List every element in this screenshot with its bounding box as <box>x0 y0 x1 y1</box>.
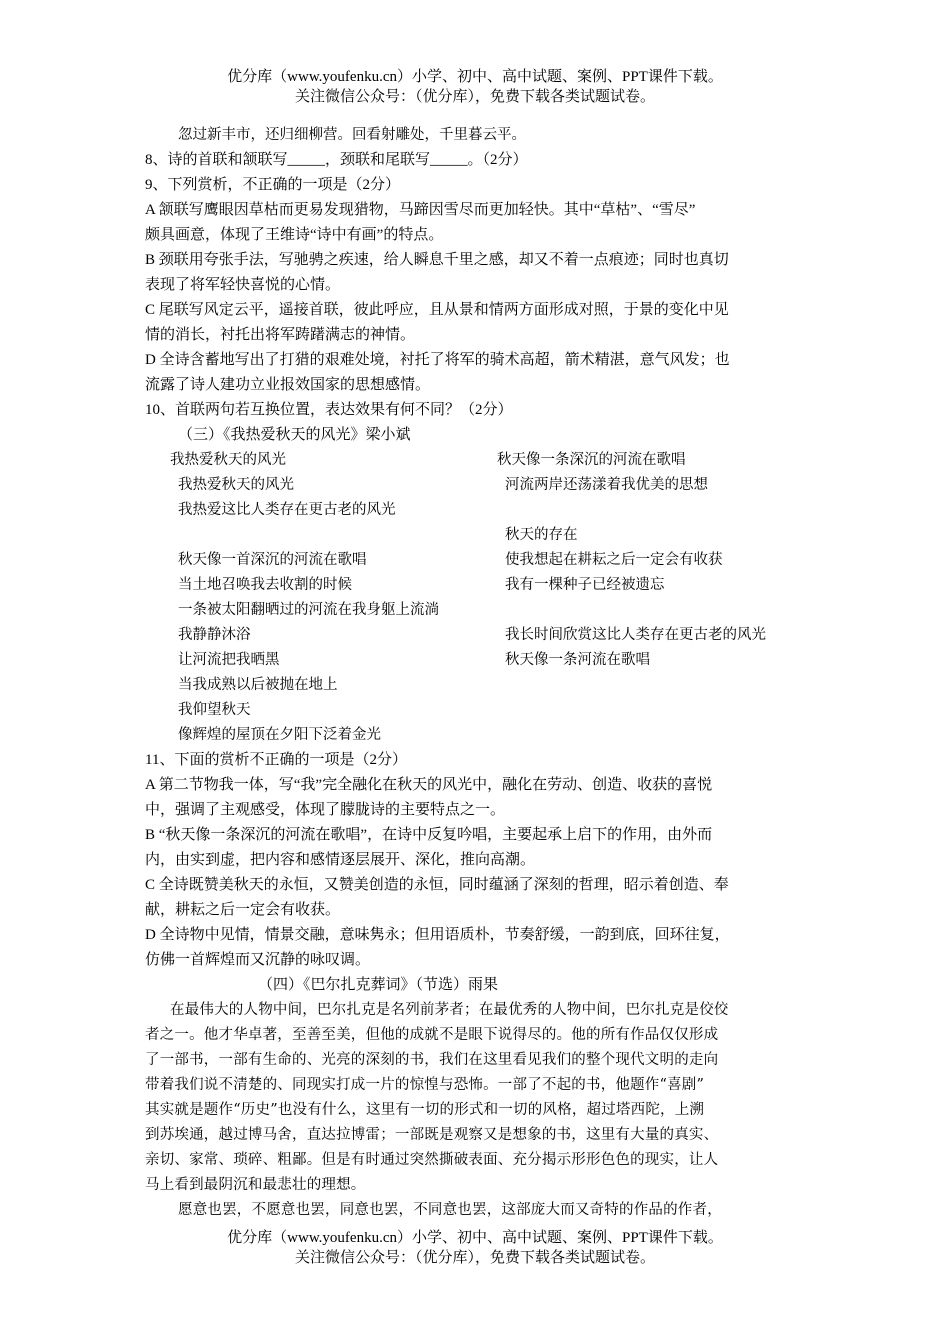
prose-line-1: 在最伟大的人物中间，巴尔扎克是名列前茅者；在最优秀的人物中间，巴尔扎克是佼佼 <box>170 1002 729 1018</box>
q11-option-c-line-1: C 全诗既赞美秋天的永恒，又赞美创造的永恒，同时蕴涵了深刻的哲理，昭示着创造、奉 <box>145 877 729 893</box>
prose-line-7: 亲切、家常、琐碎、粗鄙。但是有时通过突然撕破表面、充分揭示形形色色的现实，让人 <box>145 1152 719 1168</box>
poem-left-line-6: 一条被太阳翻晒过的河流在我身躯上流淌 <box>178 602 439 618</box>
q9-option-c-line-2: 情的消长，衬托出将军踌躇满志的神情。 <box>145 327 416 343</box>
footer-line-2: 关注微信公众号：（优分库），免费下载各类试题试卷。 <box>294 1250 655 1266</box>
prose-line-6: 到苏埃通，越过博马舍，直达拉博雷；一部既是观察又是想象的书，这里有大量的真实、 <box>145 1127 719 1143</box>
poem-right-line-1: 秋天像一条深沉的河流在歌唱 <box>497 452 686 468</box>
footer-line-1: 优分库（www.youfenku.cn）小学、初中、高中试题、案例、PPT课件下载。 <box>227 1230 723 1246</box>
poem-left-line-3: 我热爱这比人类存在更古老的风光 <box>178 502 396 518</box>
poem-right-line-2: 河流两岸还荡漾着我优美的思想 <box>505 477 708 493</box>
q11-option-c-line-2: 献，耕耘之后一定会有收获。 <box>145 902 341 918</box>
prose-line-9: 愿意也罢，不愿意也罢，同意也罢，不同意也罢，这部庞大而又奇特的作品的作者， <box>178 1202 722 1218</box>
q9-option-c-line-1: C 尾联写风定云平，遥接首联，彼此呼应，且从景和情两方面形成对照，于景的变化中见 <box>145 302 729 318</box>
poem-left-line-5: 当土地召唤我去收割的时候 <box>178 577 352 593</box>
page-footer <box>0 1228 950 1268</box>
prose-line-5: 其实就是题作“历史”也没有什么，这里有一切的形式和一切的风格，超过塔西陀，上溯 <box>145 1102 705 1118</box>
poem-tail-line: 忽过新丰市，还归细柳营。回看射雕处，千里暮云平。 <box>178 127 526 143</box>
prose-line-8: 马上看到最阴沉和最悲壮的理想。 <box>145 1177 366 1193</box>
prose-line-4: 带着我们说不清楚的、同现实打成一片的惊惶与恐怖。一部了不起的书，他题作“喜剧” <box>145 1077 705 1093</box>
poem-right-line-3: 秋天的存在 <box>505 527 578 543</box>
poem-right-line-4: 使我想起在耕耘之后一定会有收获 <box>505 552 723 568</box>
poem-left-line-11: 像辉煌的屋顶在夕阳下泛着金光 <box>178 727 381 743</box>
poem-left-line-4: 秋天像一首深沉的河流在歌唱 <box>178 552 367 568</box>
q9-option-b-line-2: 表现了将军轻快喜悦的心情。 <box>145 277 341 293</box>
header-line-2: 关注微信公众号：（优分库），免费下载各类试题试卷。 <box>294 89 655 105</box>
q9-option-d-line-1: D 全诗含蓄地写出了打猎的艰难处境，衬托了将军的骑术高超，箭术精湛，意气风发；也 <box>145 352 730 368</box>
poem-right-line-6: 我长时间欣赏这比人类存在更古老的风光 <box>505 627 766 643</box>
poem-left-line-2: 我热爱秋天的风光 <box>178 477 294 493</box>
header-line-1: 优分库（www.youfenku.cn）小学、初中、高中试题、案例、PPT课件下载。 <box>227 69 723 85</box>
poem-left-line-9: 当我成熟以后被抛在地上 <box>178 677 338 693</box>
q11-option-a-line-1: A 第二节物我一体，写“我”完全融化在秋天的风光中，融化在劳动、创造、收获的喜悦 <box>145 777 713 793</box>
q9-option-b-line-1: B 颈联用夸张手法，写驰骋之疾速，给人瞬息千里之感，却又不着一点痕迹；同时也真切 <box>145 252 729 268</box>
poem-left-line-8: 让河流把我晒黑 <box>178 652 280 668</box>
poem-left-line-7: 我静静沐浴 <box>178 627 251 643</box>
q9-option-d-line-2: 流露了诗人建功立业报效国家的思想感情。 <box>145 377 431 393</box>
question-11-stem: 11、下面的赏析不正确的一项是（2分） <box>145 752 407 768</box>
prose-line-2: 者之一。他才华卓著，至善至美，但他的成就不是眼下说得尽的。他的所有作品仅仅形成 <box>145 1027 719 1043</box>
q9-option-a-line-2: 颇具画意，体现了王维诗“诗中有画”的特点。 <box>145 227 444 243</box>
question-10: 10、首联两句若互换位置，表达效果有何不同？（2分） <box>145 402 513 418</box>
q11-option-d-line-1: D 全诗物中见情，情景交融，意味隽永；但用语质朴，节奏舒缓，一韵到底，回环往复， <box>145 927 730 943</box>
page-header <box>0 67 950 107</box>
q11-option-d-line-2: 仿佛一首辉煌而又沉静的咏叹调。 <box>145 952 371 968</box>
q11-option-b-line-2: 内，由实到虚，把内容和感情逐层展开、深化，推向高潮。 <box>145 852 536 868</box>
poem-right-line-5: 我有一棵种子已经被遗忘 <box>505 577 665 593</box>
poem-right-line-7: 秋天像一条河流在歌唱 <box>505 652 650 668</box>
q9-option-a-line-1: A 颔联写鹰眼因草枯而更易发现猎物，马蹄因雪尽而更加轻快。其中“草枯”、“雪尽” <box>145 202 696 218</box>
question-9-stem: 9、下列赏析，不正确的一项是（2分） <box>145 177 401 193</box>
q11-option-a-line-2: 中，强调了主观感受，体现了朦胧诗的主要特点之一。 <box>145 802 506 818</box>
poem-left-line-1: 我热爱秋天的风光 <box>170 452 286 468</box>
section-3-title: （三）《我热爱秋天的风光》梁小斌 <box>178 427 411 443</box>
poem-left-line-10: 我仰望秋天 <box>178 702 251 718</box>
question-8: 8、诗的首联和颔联写_____，颈联和尾联写_____。（2分） <box>145 152 528 168</box>
section-4-title: （四）《巴尔扎克葬词》（节选）雨果 <box>258 977 499 993</box>
prose-line-3: 了一部书，一部有生命的、光亮的深刻的书，我们在这里看见我们的整个现代文明的走向 <box>145 1052 719 1068</box>
q11-option-b-line-1: B “秋天像一条深沉的河流在歌唱”，在诗中反复吟唱，主要起承上启下的作用，由外而 <box>145 827 713 843</box>
